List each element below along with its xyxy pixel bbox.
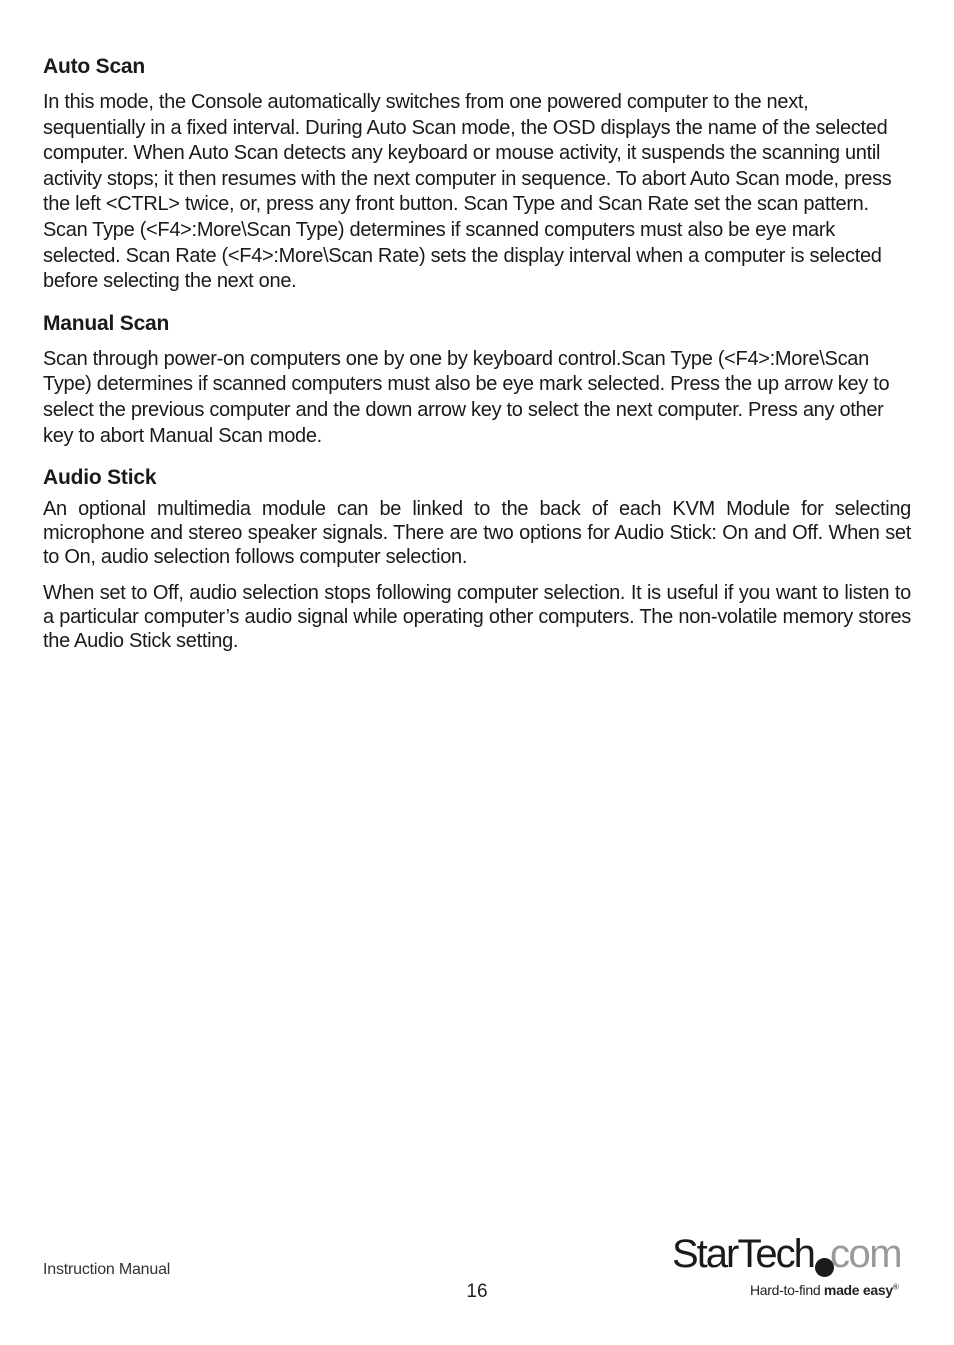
section-audio-stick [43, 463, 911, 653]
page-number: 16 [466, 1281, 488, 1302]
auto-scan-paragraph: In this mode, the Console automatically switches from one powered computer to the next, sequentially in a fixed interval. During Auto Scan mode, the OSD displays the name of the selected computer. When Auto Scan detects any keyboard or mouse activity, it suspends the scanning until activity stops; it then resumes with the next computer in sequence. To abort Auto Scan mode, press the left <CTRL> twice, or, press any front button. Scan Type and Scan Rate set the scan pattern. Scan Type (<F4>:More\Scan Type) determines if scanned computers must also be eye mark selected. Scan Rate (<F4>:More\Scan Rate) sets the display interval when a computer is selected before selecting the next one. [43, 91, 892, 293]
tagline-bold: made easy [823, 1282, 893, 1298]
document-body [43, 52, 911, 667]
heading-auto-scan: Auto Scan [43, 55, 146, 78]
heading-audio-stick: Audio Stick [43, 466, 157, 490]
audio-stick-paragraph-1: An optional multimedia module can be linked to the back of each KVM Module for selecting microphone and stereo speaker signals. There are two options for Audio Stick: On and Off. When set to On, audio selection follows computer selection. [43, 498, 911, 569]
section-manual-scan [43, 309, 911, 449]
logo-tld: com [830, 1232, 902, 1276]
logo-tagline [750, 1282, 898, 1298]
section-auto-scan [43, 52, 911, 295]
registered-mark: ® [892, 1282, 899, 1292]
startech-logo [672, 1232, 912, 1304]
manual-scan-paragraph: Scan through power-on computers one by one by keyboard control.Scan Type (<F4>:More\Scan Type) determines if scanned computers must also be eye mark selected. Press the up arrow key to select the previous computer and the down arrow key to select the next computer. Press any other key to abort Manual Scan mode. [43, 347, 890, 447]
tagline-plain: Hard-to-find [750, 1282, 824, 1298]
heading-manual-scan: Manual Scan [43, 311, 170, 335]
logo-wordmark: StarTech [672, 1232, 814, 1276]
footer-manual-label: Instruction Manual [43, 1261, 171, 1278]
audio-stick-paragraph-2: When set to Off, audio selection stops following computer selection. It is useful if you want to listen to a particular computer’s audio signal while operating other computers. The non-volatile memory stores the Audio Stick setting. [43, 582, 911, 653]
